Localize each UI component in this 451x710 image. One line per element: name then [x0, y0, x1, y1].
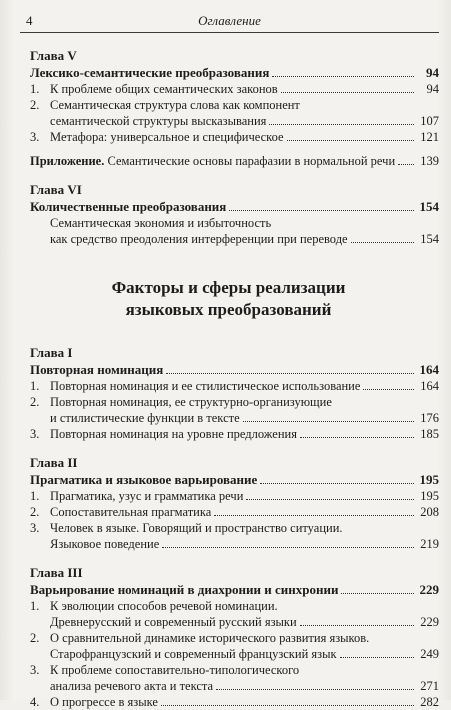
- entry-text: О прогрессе в языке: [50, 695, 158, 709]
- entry-text: О сравнительной динамике исторического развития языков.: [50, 631, 370, 645]
- leader-dots: [341, 592, 414, 594]
- leader-dots: [214, 514, 414, 516]
- chapter-title-row[interactable]: [30, 581, 439, 598]
- page-ref: 154: [419, 199, 439, 214]
- entry-text: анализа речевого акта и текста: [50, 679, 214, 693]
- entry-number: 4.: [30, 695, 40, 709]
- leader-dots: [246, 498, 414, 500]
- entry-text: Старофранцузский и современный французский язык: [50, 647, 337, 661]
- entry-number: 3.: [30, 521, 40, 535]
- page-ref: 195: [419, 472, 439, 487]
- leader-dots: [272, 75, 414, 77]
- running-header: [20, 10, 439, 33]
- toc-entry[interactable]: [30, 426, 439, 442]
- page-ref: 219: [420, 537, 439, 551]
- toc-entry[interactable]: [30, 694, 439, 710]
- section-title-line: языковых преобразований: [125, 300, 332, 319]
- page-ref: 94: [426, 65, 439, 80]
- leader-dots: [300, 624, 414, 626]
- chapter-label: Глава III: [30, 565, 83, 580]
- leader-dots: [287, 139, 414, 141]
- entry-text: Метафора: универсальное и специфическое: [50, 130, 284, 144]
- appendix-row[interactable]: [30, 153, 439, 169]
- chapter-label: Глава VI: [30, 182, 82, 197]
- toc-entry[interactable]: [30, 662, 439, 694]
- entry-number: 2.: [30, 98, 40, 112]
- entry-number: 1.: [30, 489, 40, 503]
- page-number: 4: [26, 13, 33, 28]
- chapter-label: Глава I: [30, 345, 73, 360]
- entry-number: 3.: [30, 130, 40, 144]
- page-ref: 271: [420, 679, 439, 693]
- leader-dots: [162, 546, 414, 548]
- entry-number: 1.: [30, 82, 40, 96]
- leader-dots: [281, 91, 414, 93]
- page-ref: 229: [420, 615, 439, 629]
- page-ref: 139: [420, 154, 439, 168]
- toc-entry[interactable]: [30, 378, 439, 394]
- toc-entry[interactable]: [30, 215, 439, 247]
- page-ref: 154: [420, 232, 439, 246]
- leader-dots: [260, 482, 414, 484]
- leader-dots: [300, 436, 414, 438]
- leader-dots: [340, 656, 414, 658]
- chapter-title: Количественные преобразования: [30, 199, 227, 214]
- toc-entry[interactable]: [30, 81, 439, 97]
- entry-text: К проблеме общих семантических законов: [50, 82, 278, 96]
- entry-text: Семантическая экономия и избыточность: [50, 216, 272, 230]
- chapter-title: Прагматика и языковое варьирование: [30, 472, 258, 487]
- page-ref: 107: [420, 114, 439, 128]
- entry-text: Сопоставительная прагматика: [50, 505, 212, 519]
- toc-entry[interactable]: [30, 504, 439, 520]
- leader-dots: [216, 688, 414, 690]
- leader-dots: [229, 209, 414, 211]
- entry-text: К проблеме сопоставительно-типологического: [50, 663, 300, 677]
- page-ref: 185: [420, 427, 439, 441]
- appendix-text: Семантические основы парафазии в нормальной речи: [104, 154, 396, 168]
- chapter-title-row[interactable]: [30, 361, 439, 378]
- leader-dots: [269, 123, 414, 125]
- section-title: [30, 277, 439, 321]
- section-title-line: Факторы и сферы реализации: [111, 278, 346, 297]
- entry-number: 1.: [30, 599, 40, 613]
- entry-text: Повторная номинация на уровне предложения: [50, 427, 297, 441]
- page-ref: 249: [420, 647, 439, 661]
- entry-number: 3.: [30, 663, 40, 677]
- toc-entry[interactable]: [30, 488, 439, 504]
- entry-text: семантической структуры высказывания: [50, 114, 267, 128]
- page-ref: 208: [420, 505, 439, 519]
- toc-entry[interactable]: [30, 630, 439, 662]
- page-ref: 176: [420, 411, 439, 425]
- leader-dots: [363, 388, 414, 390]
- entry-text: как средство преодоления интерференции при переводе: [50, 232, 348, 246]
- entry-text: Повторная номинация, ее структурно-организующие: [50, 395, 332, 409]
- page-ref: 164: [419, 362, 439, 377]
- header-title: Оглавление: [198, 13, 261, 28]
- chapter-label: Глава V: [30, 48, 77, 63]
- entry-text: К эволюции способов речевой номинации.: [50, 599, 278, 613]
- entry-text: Повторная номинация и ее стилистическое использование: [50, 379, 361, 393]
- entry-text: Древнерусский и современный русский языки: [50, 615, 297, 629]
- entry-text: Языковое поведение: [50, 537, 160, 551]
- toc-entry[interactable]: [30, 520, 439, 552]
- appendix-label: Приложение.: [30, 154, 105, 168]
- entry-number: 3.: [30, 427, 40, 441]
- toc-entry[interactable]: [30, 97, 439, 129]
- leader-dots: [166, 372, 414, 374]
- chapter-title: Повторная номинация: [30, 362, 164, 377]
- leader-dots: [398, 163, 414, 165]
- entry-number: 1.: [30, 379, 40, 393]
- page-ref: 282: [420, 695, 439, 709]
- page-ref: 121: [420, 130, 439, 144]
- chapter-title: Лексико-семантические преобразования: [30, 65, 270, 80]
- page-ref: 195: [420, 489, 439, 503]
- entry-text: Семантическая структура слова как компонент: [50, 98, 300, 112]
- leader-dots: [161, 704, 414, 706]
- entry-text: Прагматика, узус и грамматика речи: [50, 489, 244, 503]
- toc-entry[interactable]: [30, 598, 439, 630]
- leader-dots: [351, 241, 414, 243]
- chapter-title: Варьирование номинаций в диахронии и синхронии: [30, 582, 339, 597]
- chapter-label: Глава II: [30, 455, 78, 470]
- entry-text: Человек в языке. Говорящий и пространство ситуации.: [50, 521, 343, 535]
- entry-number: 2.: [30, 631, 40, 645]
- entry-number: 2.: [30, 395, 40, 409]
- page-ref: 94: [426, 82, 439, 96]
- leader-dots: [243, 420, 414, 422]
- entry-number: 2.: [30, 505, 40, 519]
- page-ref: 164: [420, 379, 439, 393]
- toc-entry[interactable]: [30, 129, 439, 145]
- chapter-title-row[interactable]: [30, 471, 439, 488]
- page-ref: 229: [419, 582, 439, 597]
- chapter-title-row[interactable]: [30, 64, 439, 81]
- toc-entry[interactable]: [30, 394, 439, 426]
- table-of-contents: [30, 48, 439, 710]
- chapter-title-row[interactable]: [30, 198, 439, 215]
- entry-text: и стилистические функции в тексте: [50, 411, 240, 425]
